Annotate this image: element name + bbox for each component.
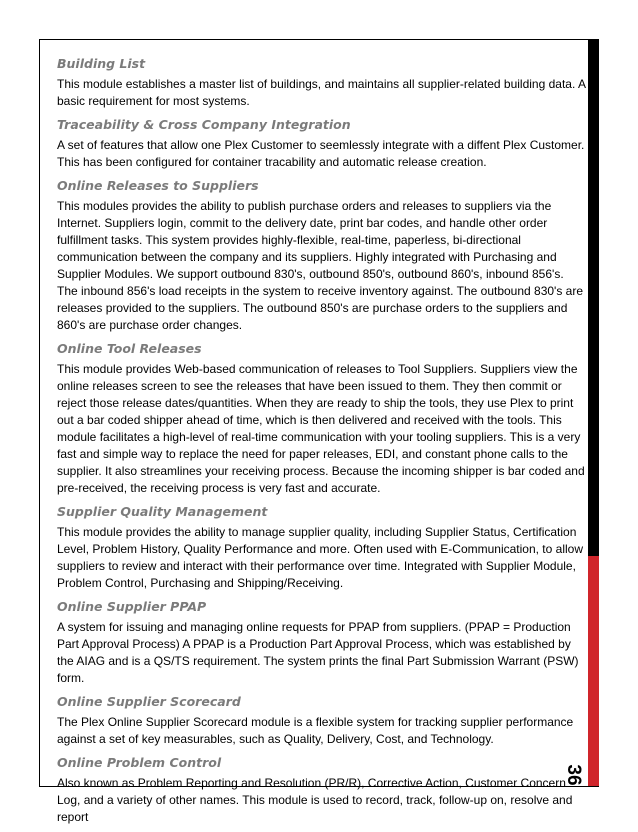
section-online-tool-releases [57,340,587,497]
page-number: 36 [563,764,584,786]
section-traceability [57,116,587,171]
section-body: This modules provides the ability to publish purchase orders and releases to suppliers via the Internet. Suppliers login, commit to the delivery date, print bar codes, and handle other order fulfillment tasks. This system provides highly-flexible, real-time, paperless, bi-directional communication between the company and its suppliers. Highly integrated with Purchasing and Supplier Modules. We support outbound 830's, outbound 850's, outbound 860's, inbound 856's. The inbound 856's load receipts in the system to receive inventory against. The outbound 830's are releases provided to the suppliers. The outbound 850's are purchase orders to the suppliers and 860's are purchase order changes. [57,199,584,332]
section-heading: Online Tool Releases [57,341,202,356]
section-body: The Plex Online Supplier Scorecard module is a flexible system for tracking supplier performance against a set of key measurables, such as Quality, Delivery, Cost, and Technology. [57,715,574,746]
section-heading: Online Supplier PPAP [57,599,207,614]
section-heading: Supplier Quality Management [57,504,268,519]
section-body: This module establishes a master list of buildings, and maintains all supplier-related building data. A basic requirement for most systems. [57,77,586,108]
section-problem-control [57,754,587,826]
section-supplier-quality [57,503,587,592]
section-body: A set of features that allow one Plex Customer to seemlessly integrate with a diffent Plex Customer. This has been configured for container tracability and automatic release creation. [57,138,585,169]
section-body: This module provides Web-based communication of releases to Tool Suppliers. Suppliers view the online releases screen to see the releases that have been issued to them. They then commit or reject those release dates/quantities. When they are ready to ship the tools, they use Plex to print out a bar coded shipper ahead of time, which is then delivered and received with the tools. This module facilitates a high-level of real-time communication with your tooling suppliers. This is a very fast and simple way to replace the need for paper releases, EDI, and constant phone calls to the supplier. It also streamlines your receiving process. Because the incoming shipper is bar coded and pre-received, the receiving process is very fast and accurate. [57,362,585,495]
section-supplier-ppap [57,598,587,687]
section-building-list [57,55,587,110]
section-heading: Traceability & Cross Company Integration [57,117,351,132]
document-content [57,55,587,832]
section-body: This module provides the ability to manage supplier quality, including Supplier Status, Certification Level, Problem History, Quality Performance and more. Often used with E-Communication, to allow suppliers to review and interact with their performance over time. Integrated with Supplier Module, Problem Control, Purchasing and Shipping/Receiving. [57,525,583,590]
side-bar-black [588,40,599,556]
section-body: Also known as Problem Reporting and Resolution (PR/R), Corrective Action, Customer Concern Log, and a variety of other names. This module is used to record, track, follow-up on, resolve and report [57,776,573,824]
section-body: A system for issuing and managing online requests for PPAP from suppliers. (PPAP = Production Part Approval Process) A PPAP is a Production Part Approval Process, which was established by the AIAG and is a QS/TS requirement. The system prints the final Part Submission Warrant (PSW) form. [57,620,579,685]
section-online-releases [57,177,587,334]
section-heading: Online Supplier Scorecard [57,694,241,709]
section-supplier-scorecard [57,693,587,748]
section-heading: Building List [57,56,146,71]
side-bar-red [588,556,599,786]
section-heading: Online Problem Control [57,755,222,770]
section-heading: Online Releases to Suppliers [57,178,259,193]
